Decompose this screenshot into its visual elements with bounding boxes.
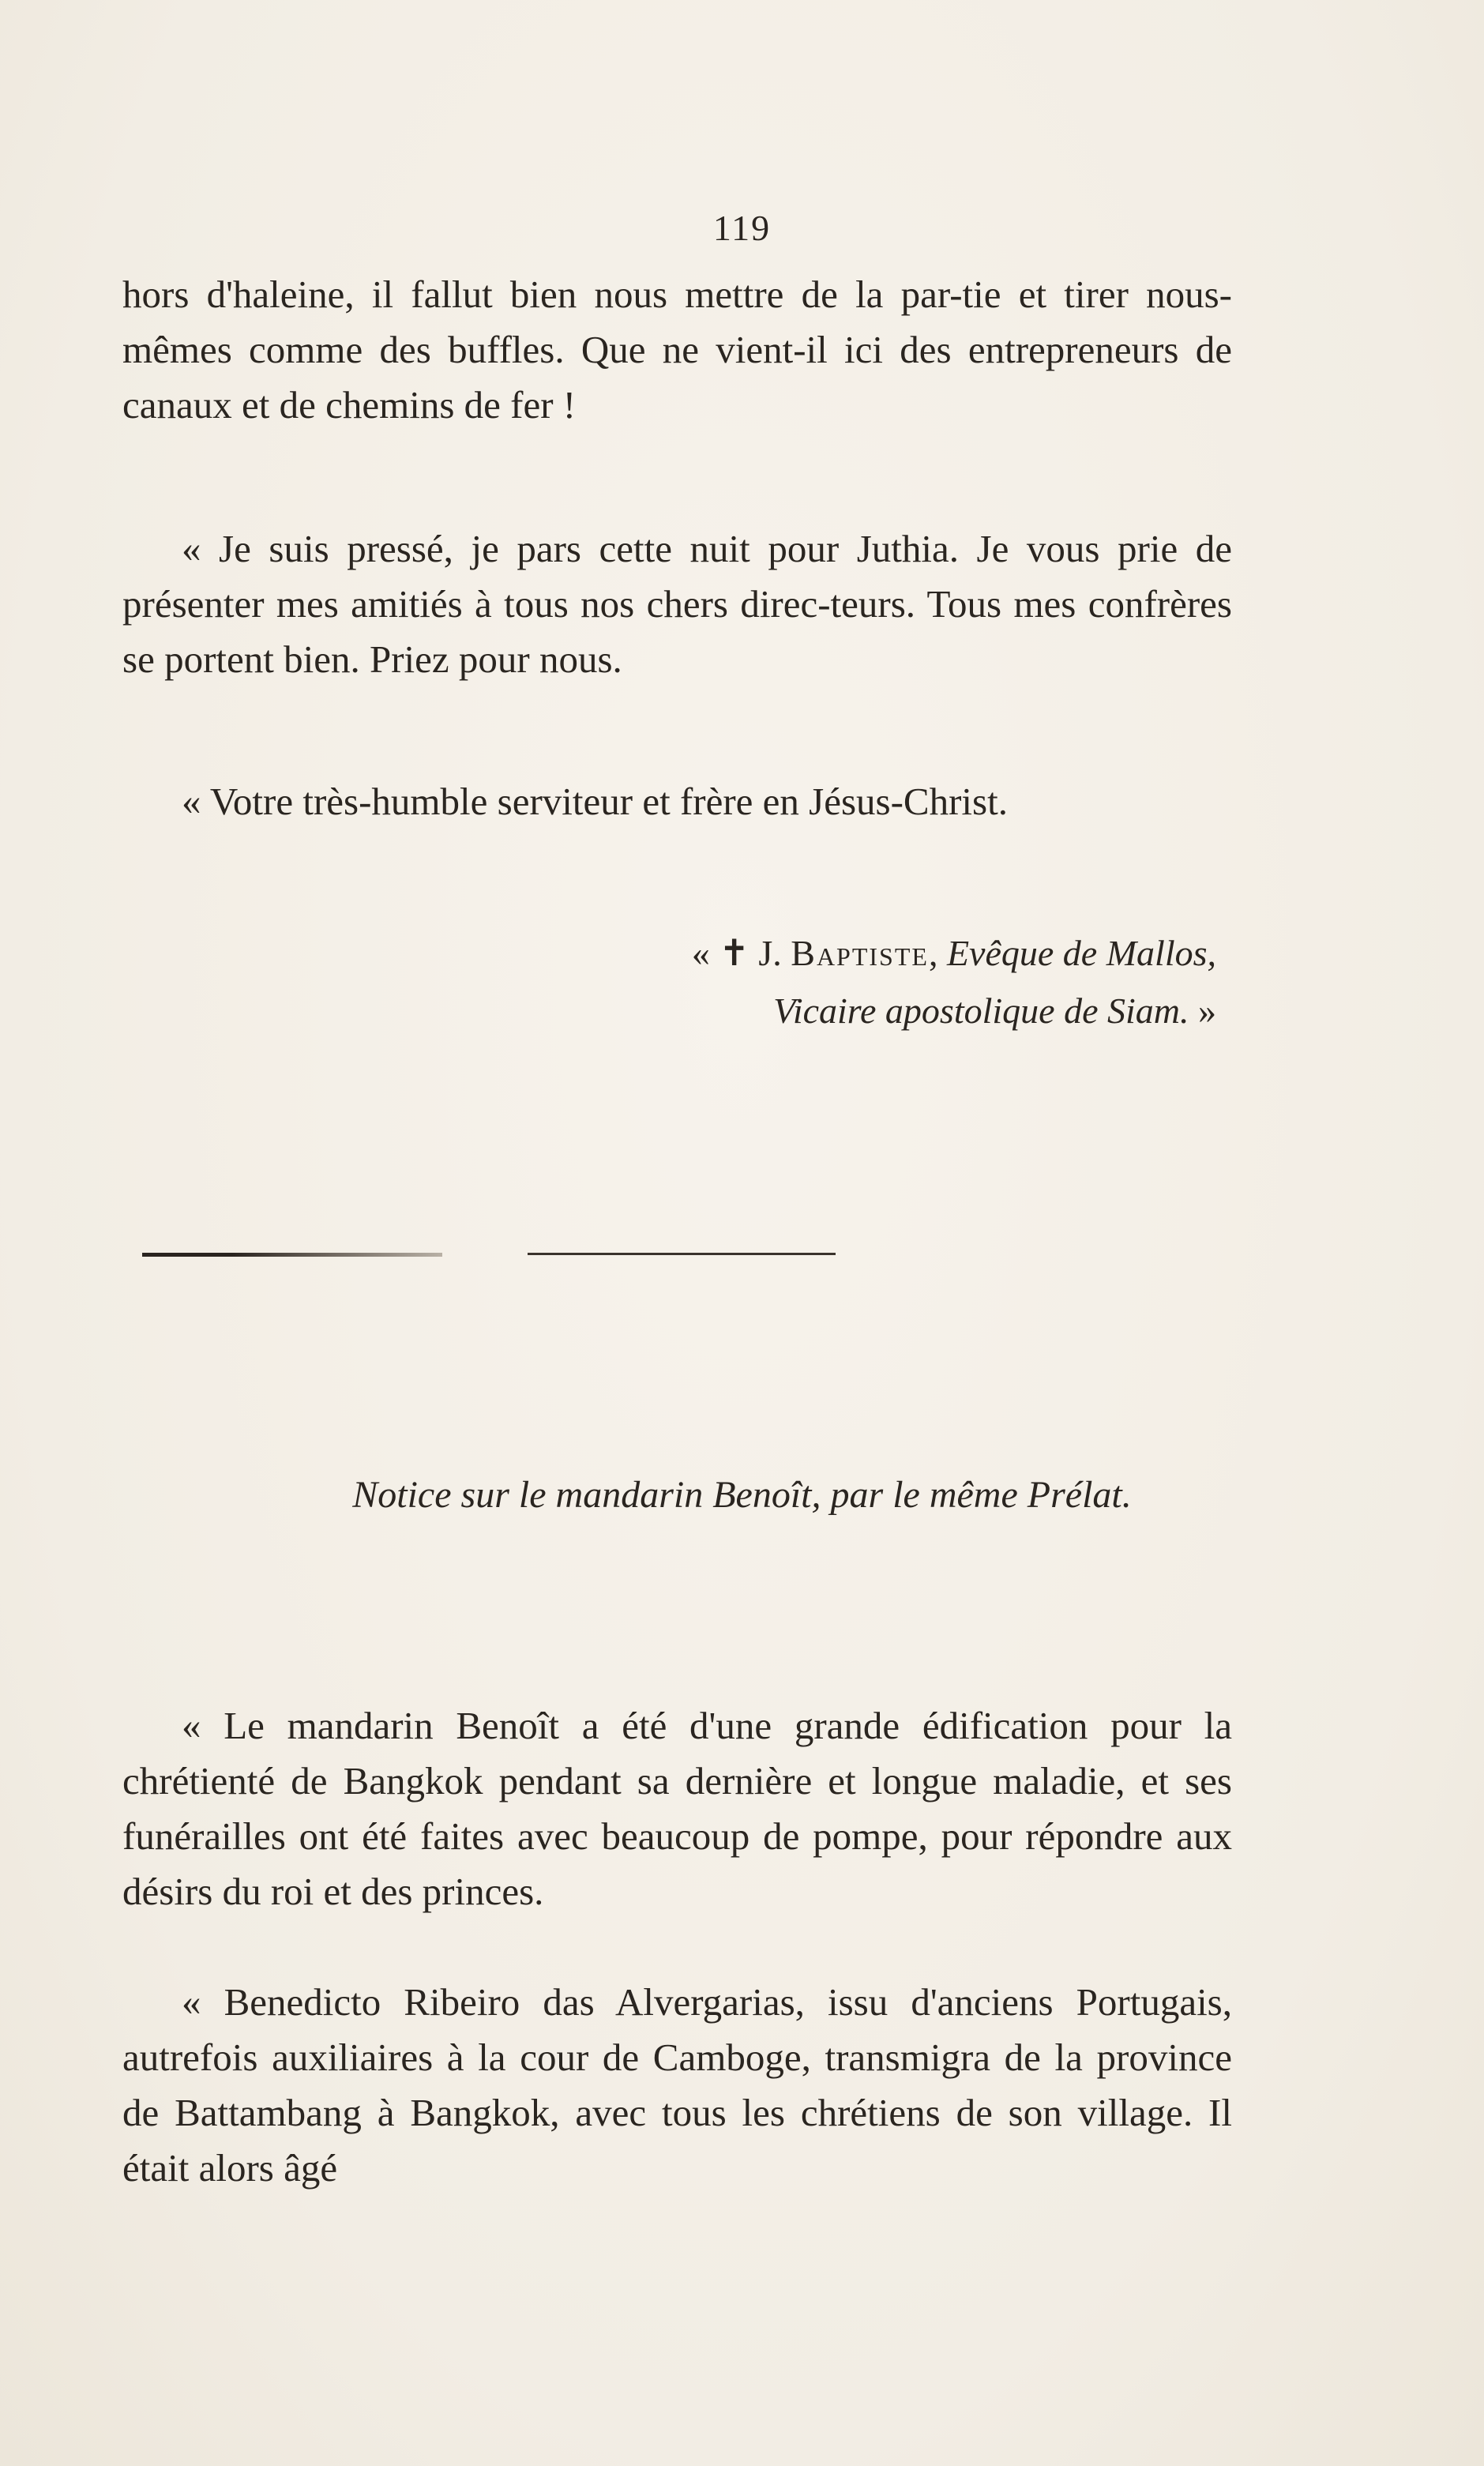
- paragraph-text: « Votre très-humble serviteur et frère en Jésus-Christ.: [182, 780, 1008, 823]
- section-title: Notice sur le mandarin Benoît, par le même Prélat.: [352, 1474, 1132, 1516]
- divider-rule-right: [528, 1253, 836, 1255]
- notice-paragraph-2: [122, 1975, 1232, 2196]
- signature-line-1: [0, 926, 1216, 981]
- signature-line-2: [0, 983, 1240, 1039]
- page-number: 119: [712, 208, 772, 248]
- letter-paragraph-2: [122, 521, 1232, 687]
- letter-paragraph-1: [122, 267, 1232, 433]
- signature-close: »: [1198, 991, 1216, 1031]
- signature-title-2: Vicaire apostolique de Siam.: [773, 991, 1189, 1031]
- paragraph-text: « Le mandarin Benoît a été d'une grande édification pour la chrétienté de Bangkok pendant sa dernière et longue maladie, et ses funérailles ont été faites avec beaucoup de pompe, pour répondre aux désirs du roi et des princes.: [122, 1704, 1232, 1913]
- signature-separator: ,: [928, 933, 938, 973]
- signature-name: Baptiste: [791, 933, 929, 973]
- paragraph-text: « Je suis pressé, je pars cette nuit pour Juthia. Je vous prie de présenter mes amitiés à tous nos chers direc-teurs. Tous mes confrères se portent bien. Priez pour nous.: [122, 527, 1232, 681]
- letter-closing: [122, 774, 1232, 829]
- paragraph-text: hors d'haleine, il fallut bien nous mettre de la par-tie et tirer nous-mêmes comme des buffles. Que ne vient-il ici des entrepreneurs de canaux et de chemins de fer !: [122, 273, 1232, 427]
- divider-rule-left: [142, 1253, 442, 1257]
- signature-title-1: Evêque de Mallos,: [946, 933, 1216, 973]
- signature-prefix: « ✝ J.: [691, 933, 782, 973]
- paragraph-text: « Benedicto Ribeiro das Alvergarias, issu d'anciens Portugais, autrefois auxiliaires à la cour de Camboge, transmigra de la province de Battambang à Bangkok, avec tous les chrétiens de son village. Il était alors âgé: [122, 1980, 1232, 2190]
- notice-paragraph-1: [122, 1698, 1232, 1919]
